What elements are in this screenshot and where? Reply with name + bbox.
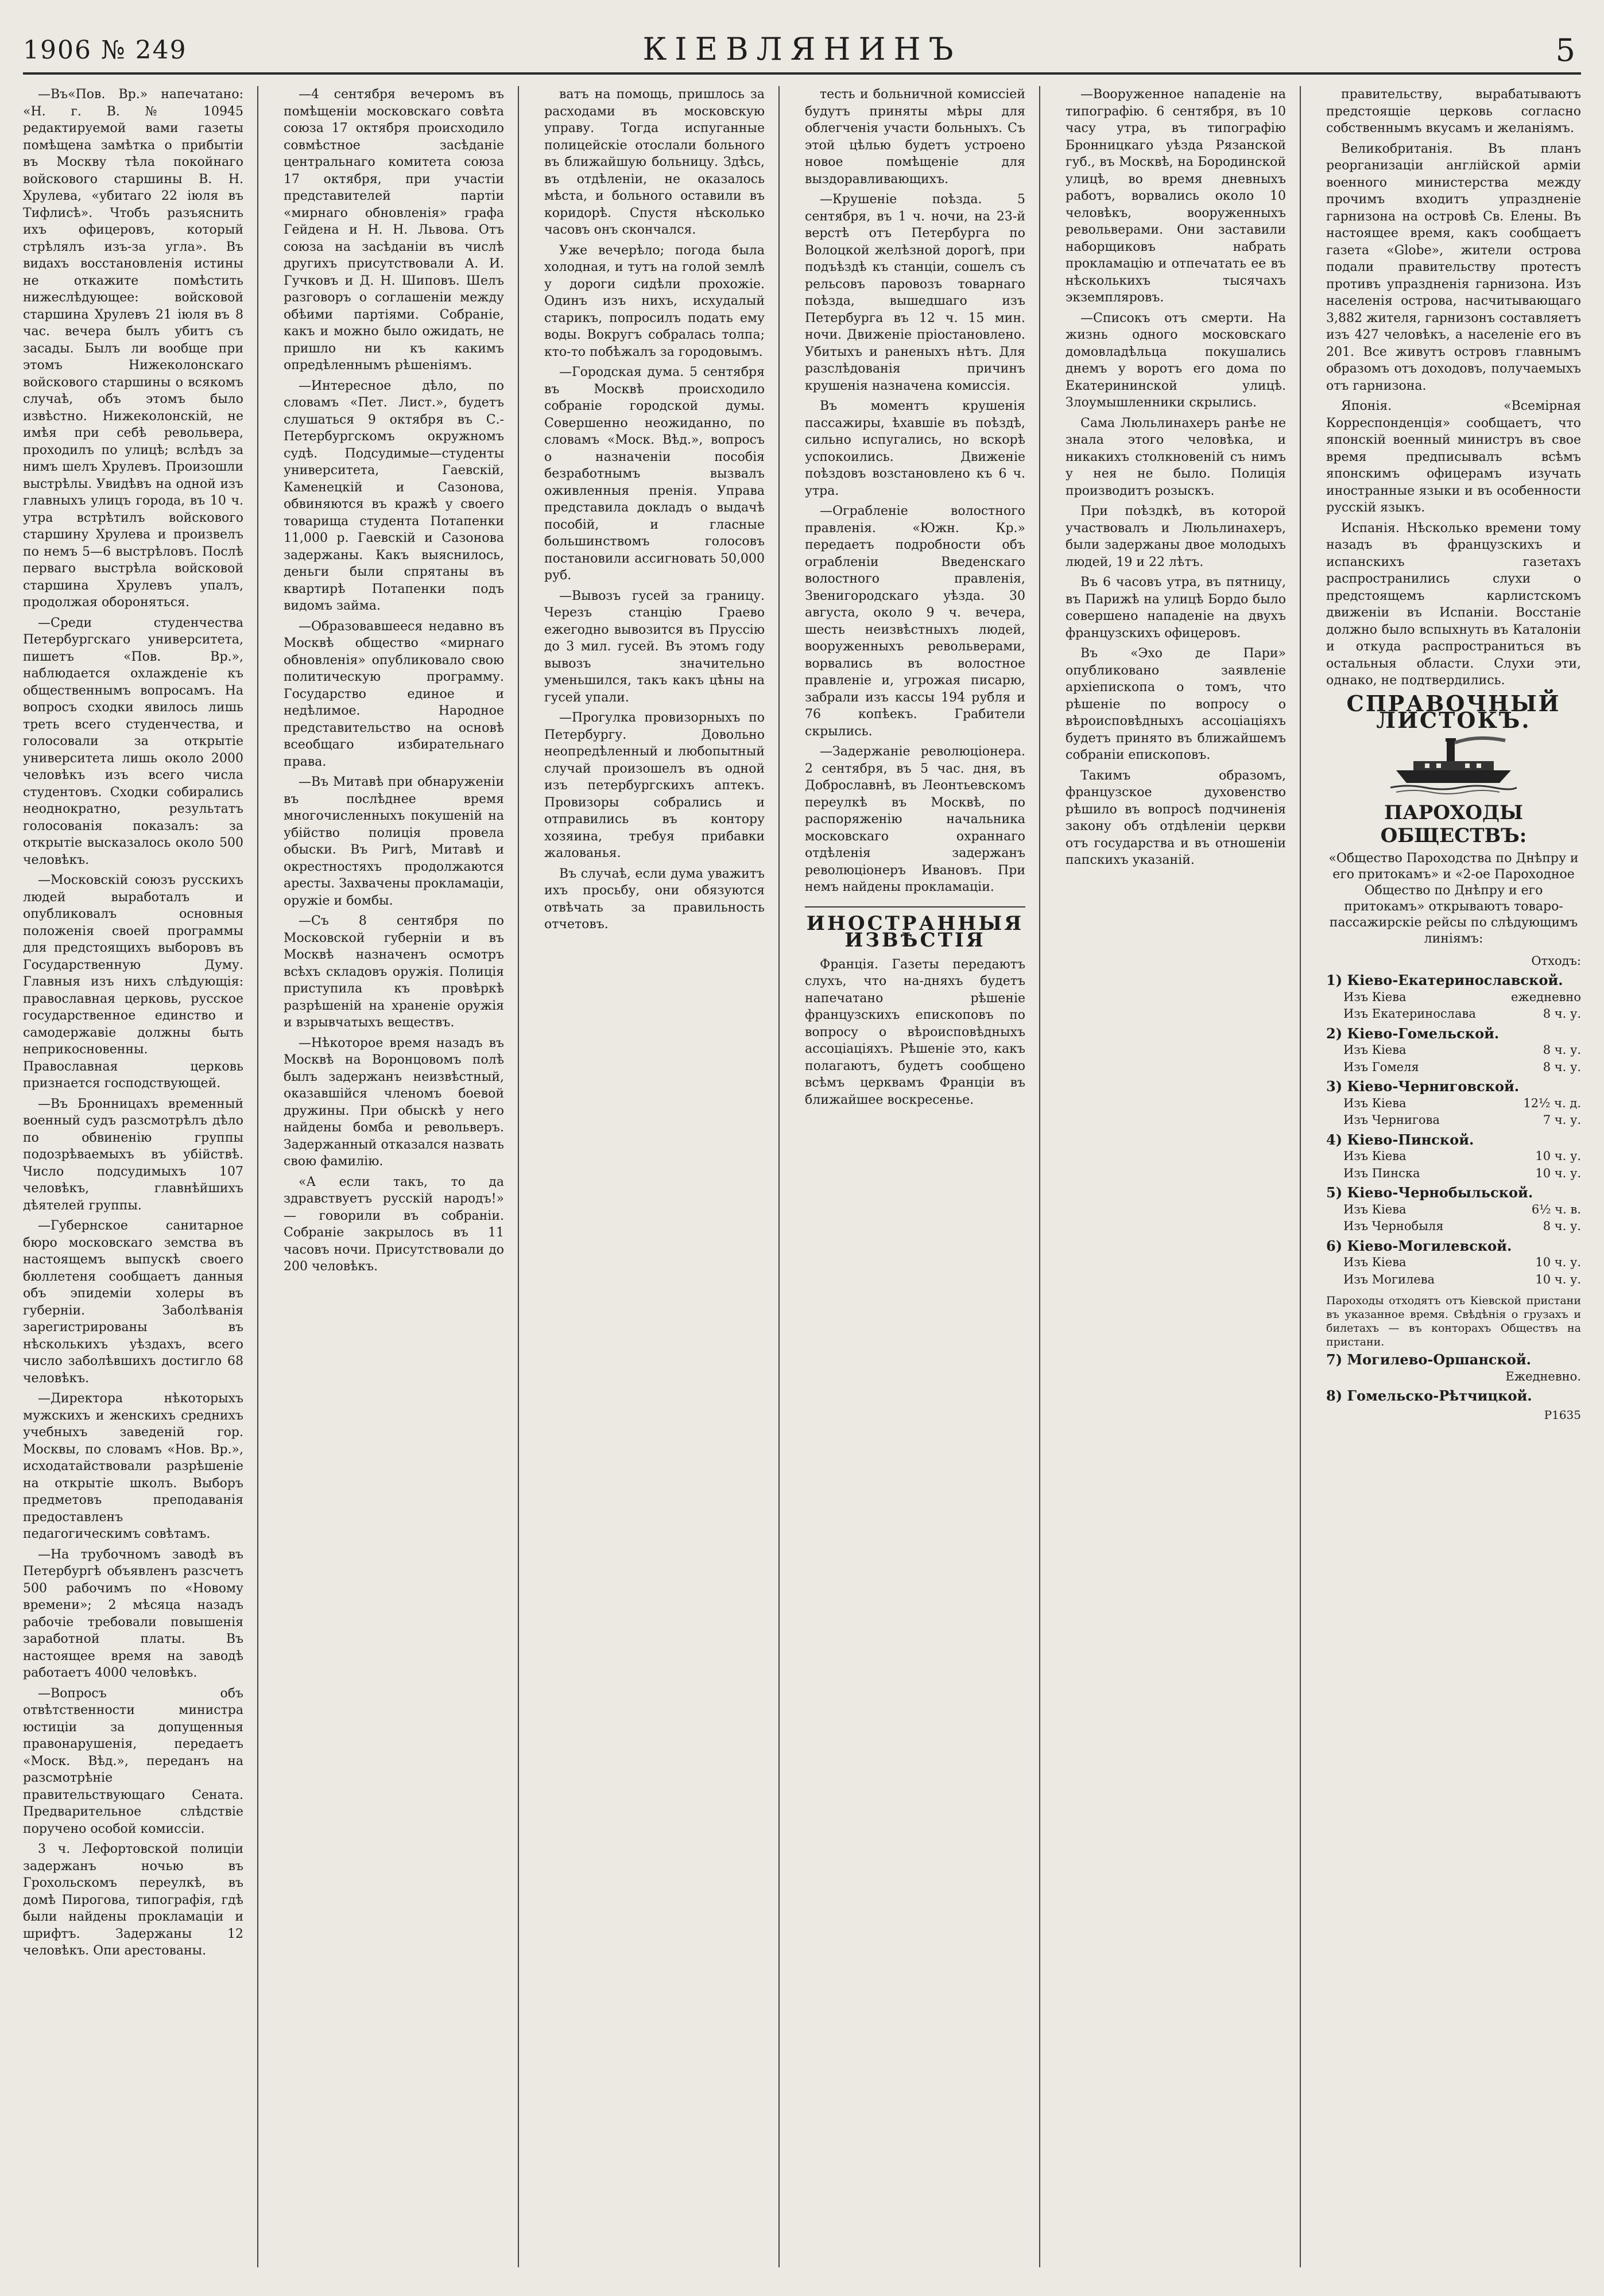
steamship-lines-intro: «Общество Пароходства по Днѣпру и его притокамъ» и «2-ое Пароходное Общество по Днѣпру и его притокамъ» открываютъ товаро-пассажирскіе рейсы по слѣдующимъ линіямъ: bbox=[1328, 851, 1579, 946]
route-entry bbox=[1326, 1387, 1581, 1405]
article-paragraph: правительству, вырабатываютъ предстоящіе церковь согласно собственнымъ вкусамъ и желаніямъ. bbox=[1326, 87, 1581, 135]
route-time: 8 ч. у. bbox=[1543, 1219, 1581, 1233]
directory-note: Пароходы отходятъ отъ Кіевской пристани въ указанное время. Свѣдѣнія о грузахъ и билетахъ — въ конторахъ Обществъ на пристани. bbox=[1326, 1294, 1581, 1348]
article-paragraph: —Въ Бронницахъ временный военный судъ разсмотрѣлъ дѣло по обвиненію группы подозрѣваемыхъ въ убійствѣ. Число подсудимыхъ 107 человѣкъ, главнѣйшихъ дѣятелей группы. bbox=[23, 1096, 243, 1213]
route-name: 5) Кіево-Чернобыльской. bbox=[1326, 1184, 1533, 1201]
masthead bbox=[23, 23, 1581, 67]
article-column-6 bbox=[1326, 86, 1581, 2267]
article-column-5 bbox=[1066, 86, 1286, 2267]
column-divider bbox=[257, 86, 258, 2267]
route-name: 7) Могилево-Оршанской. bbox=[1326, 1351, 1532, 1368]
article-paragraph: 3 ч. Лефортовской полиціи задержанъ ночью въ Грохольскомъ переулкѣ, въ домѣ Пирогова, типографія, гдѣ были найдены прокламаціи и шрифтъ. Задержаны 12 человѣкъ. Опи арестованы. bbox=[23, 1842, 243, 1958]
route-time: 8 ч. у. bbox=[1543, 1043, 1581, 1057]
article-paragraph: —На трубочномъ заводѣ въ Петербургѣ объявленъ разсчетъ 500 рабочимъ по «Новому времени»; 2 мѣсяца назадъ рабочіе требовали повышенія заработной платы. Въ настоящее время на заводѣ работаетъ 4000 человѣкъ. bbox=[23, 1547, 243, 1680]
article-paragraph: Въ 6 часовъ утра, въ пятницу, въ Парижѣ на улицѣ Бордо было совершено нападеніе на двухъ французскихъ офицеровъ. bbox=[1066, 575, 1286, 641]
route-time: 8 ч. у. bbox=[1543, 1060, 1581, 1074]
article-column-3 bbox=[544, 86, 765, 2267]
article-paragraph: —Въ Митавѣ при обнаруженіи въ послѣднее время многочисленныхъ покушеній на убійство полиція провела обыски. Въ Ригѣ, Митавѣ и окрестностяхъ продолжаются аресты. Захвачены прокламаціи, оружіе и бомбы. bbox=[284, 775, 504, 908]
route-port: Изъ Гомеля bbox=[1343, 1060, 1419, 1074]
issue-number: 1906 № 249 bbox=[23, 36, 187, 65]
steamship-lines-title: ПАРОХОДЫ ОБЩЕСТВЪ: bbox=[1380, 801, 1527, 847]
route-port: Изъ Кіева bbox=[1343, 1255, 1407, 1269]
route-time: ежедневно bbox=[1511, 990, 1581, 1004]
route-entry bbox=[1326, 1078, 1581, 1129]
article-paragraph: —Вооруженное нападеніе на типографію. 6 сентября, въ 10 часу утра, въ типографію Бронницкаго уѣзда Рязанской губ., въ Москвѣ, на Бородинской улицѣ, во время дневныхъ работъ, ворвались около 10 человѣкъ, вооруженныхъ револьверами. Они заставили наборщиковъ набрать прокламацію и отпечатать ее въ нѣсколькихъ тысячахъ экземпляровъ. bbox=[1066, 87, 1286, 305]
article-paragraph: Въ случаѣ, если дума уважитъ ихъ просьбу, они обязуются отвѣчать за правильность отчетовъ. bbox=[544, 866, 765, 932]
article-paragraph: Сама Люльлинахеръ ранѣе не знала этого человѣка, и никакихъ столкновеній съ нимъ у нея не было. Полиція производитъ розыскъ. bbox=[1066, 416, 1286, 498]
article-paragraph: —Съ 8 сентября по Московской губерніи и въ Москвѣ назначенъ осмотръ всѣхъ складовъ оружія. Полиція приступила къ провѣркѣ разрѣшеній на храненіе оружія и взрывчатыхъ веществъ. bbox=[284, 914, 504, 1030]
article-paragraph: —Въ«Пов. Вр.» напечатано: «Н. г. В. № 10945 редактируемой вами газеты помѣщена замѣтка о прибытіи въ Москву тѣла покойнаго войскового старшины В. Н. Хрулева, «убитаго 22 іюля въ Тифлисѣ». Чтобъ разъяснить ихъ офицеровъ, который стрѣлялъ изъ-за угла». Въ видахъ восстановленія истины не откажите помѣстить нижеслѣдующее: войсковой старшина Хрулевъ 21 іюля въ 8 час. вечера былъ убитъ съ засады. Былъ ли вообще при этомъ Нижеколонскаго войскового старшины о всякомъ случаѣ, объ этомъ было извѣстно. Нижеколонскій, не имѣя при себѣ револьвера, проходилъ по улицѣ; вслѣдъ за нимъ шелъ Хрулевъ. Произошли выстрѣлы. Увидѣвъ на одной изъ главныхъ улицъ города, въ 10 ч. утра встрѣтилъ войскового старшину Хрулева и произвелъ по немъ 5—6 выстрѣловъ. Послѣ перваго выстрѣла войсковой старшина Хрулевъ упалъ, продолжая обороняться. bbox=[23, 87, 243, 610]
route-time: 10 ч. у. bbox=[1535, 1255, 1581, 1269]
article-paragraph: Такимъ образомъ, французское духовенство рѣшило въ вопросѣ подчиненія закону объ отдѣленіи церкви отъ государства и въ отношеніи папскихъ указаній. bbox=[1066, 768, 1286, 867]
header-rule bbox=[23, 72, 1581, 75]
article-paragraph: —4 сентября вечеромъ въ помѣщеніи московскаго совѣта союза 17 октября происходило совмѣстное засѣданіе центральнаго комитета союза 17 октября, при участіи представителей партіи «мирнаго обновленія» графа Гейдена и Н. Н. Львова. Отъ союза на засѣданіи въ числѣ другихъ присутствовали А. И. Гучковъ и Д. Н. Шиповъ. Шелъ разговоръ о соглашеніи между обѣими партіями. Собраніе, какъ и можно было ожидать, не пришло ни къ какимъ опредѣленнымъ рѣшеніямъ. bbox=[284, 87, 504, 373]
route-entry bbox=[1326, 1351, 1581, 1385]
article-paragraph: —Губернское санитарное бюро московскаго земства въ настоящемъ выпускѣ своего бюллетеня сообщаетъ данныя объ эпидеміи холеры въ губерніи. Заболѣванія зарегистрированы въ нѣсколькихъ уѣздахъ, всего число заболѣвшихъ достигло 68 человѣкъ. bbox=[23, 1219, 243, 1386]
column-divider bbox=[1300, 86, 1301, 2267]
route-time: 12½ ч. д. bbox=[1523, 1096, 1581, 1110]
route-name: 8) Гомельско-Рѣтчицкой. bbox=[1326, 1387, 1532, 1404]
article-paragraph: —Задержаніе революціонера. 2 сентября, въ 5 час. дня, въ Доброславнѣ, въ Леонтьевскомъ переулкѣ въ Москвѣ, по распоряженію начальника московскаго охраннаго отдѣленія задержанъ революціонеръ Ивановъ. При немъ найдены прокламаціи. bbox=[805, 744, 1025, 894]
route-time: 6½ ч. в. bbox=[1531, 1202, 1581, 1216]
foreign-news-heading: ИНОСТРАННЫЯ ИЗВѢСТІЯ bbox=[805, 906, 1025, 949]
ad-signature: Р1635 bbox=[1544, 1407, 1581, 1422]
article-paragraph: —Среди студенчества Петербургскаго университета, пишетъ «Пов. Вр.», наблюдается охлажденіе къ общественнымъ вопросамъ. На вопросъ сходки явилось лишь треть всего студенчества, и голосовали за открытіе университета лишь около 2000 человѣкъ изъ всего числа студентовъ. Сходки собирались неоднократно, результатъ голосованія показалъ: за открытіе высказалось около 500 человѣкъ. bbox=[23, 615, 243, 867]
route-port: Изъ Чернигова bbox=[1343, 1113, 1440, 1127]
article-paragraph: При поѣздкѣ, въ которой участвовалъ и Люльлинахеръ, были задержаны двое молодыхъ людей, 19 и 22 лѣтъ. bbox=[1066, 504, 1286, 569]
article-paragraph: ватъ на помощь, пришлось за расходами въ московскую управу. Тогда испуганные полицейскіе отослали больного въ ближайшую больницу. Здѣсь, въ отдѣленіи, не оказалось мѣста, и больного оставили въ коридорѣ. Спустя нѣсколько часовъ онъ скончался. bbox=[544, 87, 765, 237]
article-paragraph: Франція. Газеты передаютъ слухъ, что на-дняхъ будетъ напечатано рѣшеніе французскихъ епископовъ по вопросу о вѣроисповѣдныхъ ассоціаціяхъ. Рѣшеніе это, какъ полагаютъ, будетъ сообщено всѣмъ церквамъ Франціи въ ближайшее воскресенье. bbox=[805, 957, 1025, 1107]
route-entry bbox=[1326, 1238, 1581, 1289]
article-column-4 bbox=[805, 86, 1025, 2267]
route-name: 6) Кіево-Могилевской. bbox=[1326, 1237, 1512, 1254]
route-entry bbox=[1326, 1184, 1581, 1235]
route-time: 8 ч. у. bbox=[1543, 1007, 1581, 1021]
route-port: Изъ Кіева bbox=[1343, 1096, 1407, 1110]
route-port: Изъ Кіева bbox=[1343, 1043, 1407, 1057]
article-paragraph: —Нѣкоторое время назадъ въ Москвѣ на Воронцовомъ полѣ былъ задержанъ неизвѣстный, оказавшійся членомъ боевой дружины. При обыскѣ у него найдены бомба и револьверъ. Задержанный отказался назвать свою фамилію. bbox=[284, 1035, 504, 1169]
route-time: 10 ч. у. bbox=[1535, 1149, 1581, 1163]
column-divider bbox=[1039, 86, 1040, 2267]
newspaper-title: КІЕВЛЯНИНЪ bbox=[642, 31, 962, 67]
route-name: 2) Кіево-Гомельской. bbox=[1326, 1025, 1500, 1042]
departures-label: Отходъ: bbox=[1531, 953, 1581, 968]
route-name: 1) Кіево-Екатеринославской. bbox=[1326, 972, 1563, 988]
article-paragraph: —Списокъ отъ смерти. На жизнь одного московскаго домовладѣльца покушались днемъ у воротъ его дома по Екатерининской улицѣ. Злоумышленники скрылись. bbox=[1066, 311, 1286, 410]
route-time: 10 ч. у. bbox=[1535, 1272, 1581, 1286]
route-entry bbox=[1326, 1025, 1581, 1076]
steamship-icon bbox=[1390, 732, 1517, 796]
article-paragraph: Великобританія. Въ планъ реорганизаціи англійской арміи военного министерства между прочимъ входитъ упраздненіе гарнизона на островѣ Св. Елены. Въ настоящее время, какъ сообщаетъ газета «Globe», жители острова подали правительству протестъ противъ упраздненія гарнизона. Изъ населенія острова, насчитывающаго 3,882 жителя, гарнизонъ составляетъ изъ 427 человѣкъ, а населеніе его въ 201. Все живутъ островъ главнымъ образомъ отъ доходовъ, получаемыхъ отъ гарнизона. bbox=[1326, 141, 1581, 393]
article-paragraph: —Образовавшееся недавно въ Москвѣ общество «мирнаго обновленія» опубликовало свою политическую программу. Государство единое и недѣлимое. Народное представительство на основѣ всеобщаго избирательнаго права. bbox=[284, 619, 504, 769]
column-divider bbox=[778, 86, 780, 2267]
article-paragraph: —Директора нѣкоторыхъ мужскихъ и женскихъ среднихъ учебныхъ заведеній гор. Москвы, по словамъ «Нов. Вр.», исходатайствовали разрѣшеніе на открытіе школъ. Выборъ предметовъ преподаванія предоставленъ педагогическимъ совѣтамъ. bbox=[23, 1391, 243, 1541]
article-paragraph: Въ «Эхо де Пари» опубликовано заявленіе архіепископа о томъ, что рѣшеніе по вопросу о вѣроисповѣдныхъ ассоціаціяхъ будетъ принято въ ближайшемъ собраніи епископовъ. bbox=[1066, 646, 1286, 762]
route-port: Изъ Кіева bbox=[1343, 990, 1407, 1004]
column-divider bbox=[518, 86, 519, 2267]
article-column-1 bbox=[23, 86, 243, 2267]
page-number: 5 bbox=[1555, 32, 1575, 68]
article-paragraph: —Московскій союзъ русскихъ людей выработалъ и опубликовалъ основныя положенія своей программы для предстоящихъ выборовъ въ Государственную Думу. Главныя изъ нихъ слѣдующія: православная церковь, русское государственное единство и самодержавіе должны быть неприкосновенны. Православная церковь признается господствующей. bbox=[23, 873, 243, 1091]
route-port: Изъ Чернобыля bbox=[1343, 1219, 1444, 1233]
route-entry bbox=[1326, 972, 1581, 1023]
article-paragraph: —Ограбленіе волостного правленія. «Южн. Кр.» передаетъ подробности объ ограбленіи Введенскаго волостного правленія, Звенигородскаго уѣзда. 30 августа, около 9 ч. вечера, шесть неизвѣстныхъ людей, вооруженныхъ револьверами, ворвались въ волостное правленіе и, угрожая писарю, забрали изъ кассы 194 рубля и 76 копѣекъ. Грабители скрылись. bbox=[805, 504, 1025, 739]
directory-heading: СПРАВОЧНЫЙ ЛИСТОКЪ. bbox=[1346, 690, 1561, 733]
route-port: Изъ Екатеринослава bbox=[1343, 1007, 1476, 1021]
route-port: Изъ Кіева bbox=[1343, 1202, 1407, 1216]
article-paragraph: —Прогулка провизорныхъ по Петербургу. Довольно неопредѣленный и любопытный случай произошелъ въ одной изъ петербургскихъ аптекъ. Провизоры собрались и отправились въ контору хозяина, требуя прибавки жалованья. bbox=[544, 711, 765, 860]
article-paragraph: Уже вечерѣло; погода была холодная, и тутъ на голой землѣ у дороги сидѣли прохожіе. Одинъ изъ нихъ, исхудалый старикъ, попросилъ подать ему воды. Вокругъ собралась толпа; кто-то побѣжалъ за городовымъ. bbox=[544, 243, 765, 359]
article-paragraph: —Крушеніе поѣзда. 5 сентября, въ 1 ч. ночи, на 23-й верстѣ отъ Петербурга по Волоцкой желѣзной дорогѣ, при подъѣздѣ къ станціи, сошелъ съ рельсовъ паровозъ товарнаго поѣзда, вышедшаго изъ Петербурга въ 12 ч. 15 мин. ночи. Движеніе пріостановлено. Убитыхъ и раненыхъ нѣтъ. Для разслѣдованія причинъ крушенія назначена комиссія. bbox=[805, 192, 1025, 393]
article-paragraph: Испанія. Нѣсколько времени тому назадъ въ французскихъ и испанскихъ газетахъ распространились слухи о предстоящемъ карлистскомъ движеніи въ Испаніи. Восстаніе должно было вспыхнуть въ Каталоніи и откуда распространиться въ остальныя области. Слухи эти, однако, не подтвердились. bbox=[1326, 521, 1581, 688]
article-paragraph: тесть и больничной комиссіей будутъ приняты мѣры для облегченія участи больныхъ. Съ этой цѣлью будетъ устроено новое помѣщеніе для выздоравливающихъ. bbox=[805, 87, 1025, 187]
article-paragraph: —Интересное дѣло, по словамъ «Пет. Лист.», будетъ слушаться 9 октября въ С.-Петербургскомъ окружномъ судѣ. Подсудимые—студенты университета, Гаевскій, Каменецкій и Сазонова, обвиняются въ кражѣ у своего товарища студента Потапенки 11,000 р. Гаевскій и Сазонова задержаны. Какъ выяснилось, деньги были спрятаны въ квартирѣ Потапенки подъ видомъ займа. bbox=[284, 378, 504, 613]
route-time: Ежедневно. bbox=[1505, 1369, 1581, 1383]
article-paragraph: Японія. «Всемірная Корреспонденція» сообщаетъ, что японскій военный министръ въ свое время предписывалъ всѣмъ японскимъ офицерамъ изучать иностранные языки и въ особенности русскій языкъ. bbox=[1326, 399, 1581, 515]
article-column-2 bbox=[284, 86, 504, 2267]
route-port: Изъ Кіева bbox=[1343, 1149, 1407, 1163]
route-port: Изъ Пинска bbox=[1343, 1166, 1420, 1180]
route-entry bbox=[1326, 1131, 1581, 1182]
route-time: 10 ч. у. bbox=[1535, 1166, 1581, 1180]
article-paragraph: —Вопросъ объ отвѣтственности министра юстиціи за допущенныя правонарушенія, передаетъ «Моск. Вѣд.», переданъ на разсмотрѣніе правительствующаго Сената. Предварительное слѣдствіе поручено особой комиссіи. bbox=[23, 1686, 243, 1836]
route-name: 4) Кіево-Пинской. bbox=[1326, 1131, 1474, 1148]
article-paragraph: —Вывозъ гусей за границу. Черезъ станцію Граево ежегодно вывозится въ Пруссію до 3 мил. гусей. Въ этомъ году вывозъ значительно уменьшился, такъ какъ цѣны на гусей упали. bbox=[544, 588, 765, 705]
article-paragraph: «А если такъ, то да здравствуетъ русскій народъ!» — говорили въ собраніи. Собраніе закрылось въ 11 часовъ ночи. Присутствовали до 200 человѣкъ. bbox=[284, 1174, 504, 1274]
route-time: 7 ч. у. bbox=[1543, 1113, 1581, 1127]
article-paragraph: Въ моментъ крушенія пассажиры, ѣхавшіе въ поѣздѣ, сильно испугались, но вскорѣ успокоились. Движеніе поѣздовъ возстановлено къ 6 ч. утра. bbox=[805, 399, 1025, 498]
route-port: Изъ Могилева bbox=[1343, 1272, 1435, 1286]
route-name: 3) Кіево-Черниговской. bbox=[1326, 1078, 1520, 1095]
article-paragraph: —Городская дума. 5 сентября въ Москвѣ происходило собраніе городской думы. Совершенно неожиданно, по словамъ «Моск. Вѣд.», вопросъ о назначеніи пособія безработнымъ вызвалъ оживленныя пренія. Управа представила докладъ о выдачѣ пособій, и гласные большинствомъ голосовъ постановили ассигновать 50,000 руб. bbox=[544, 365, 765, 583]
